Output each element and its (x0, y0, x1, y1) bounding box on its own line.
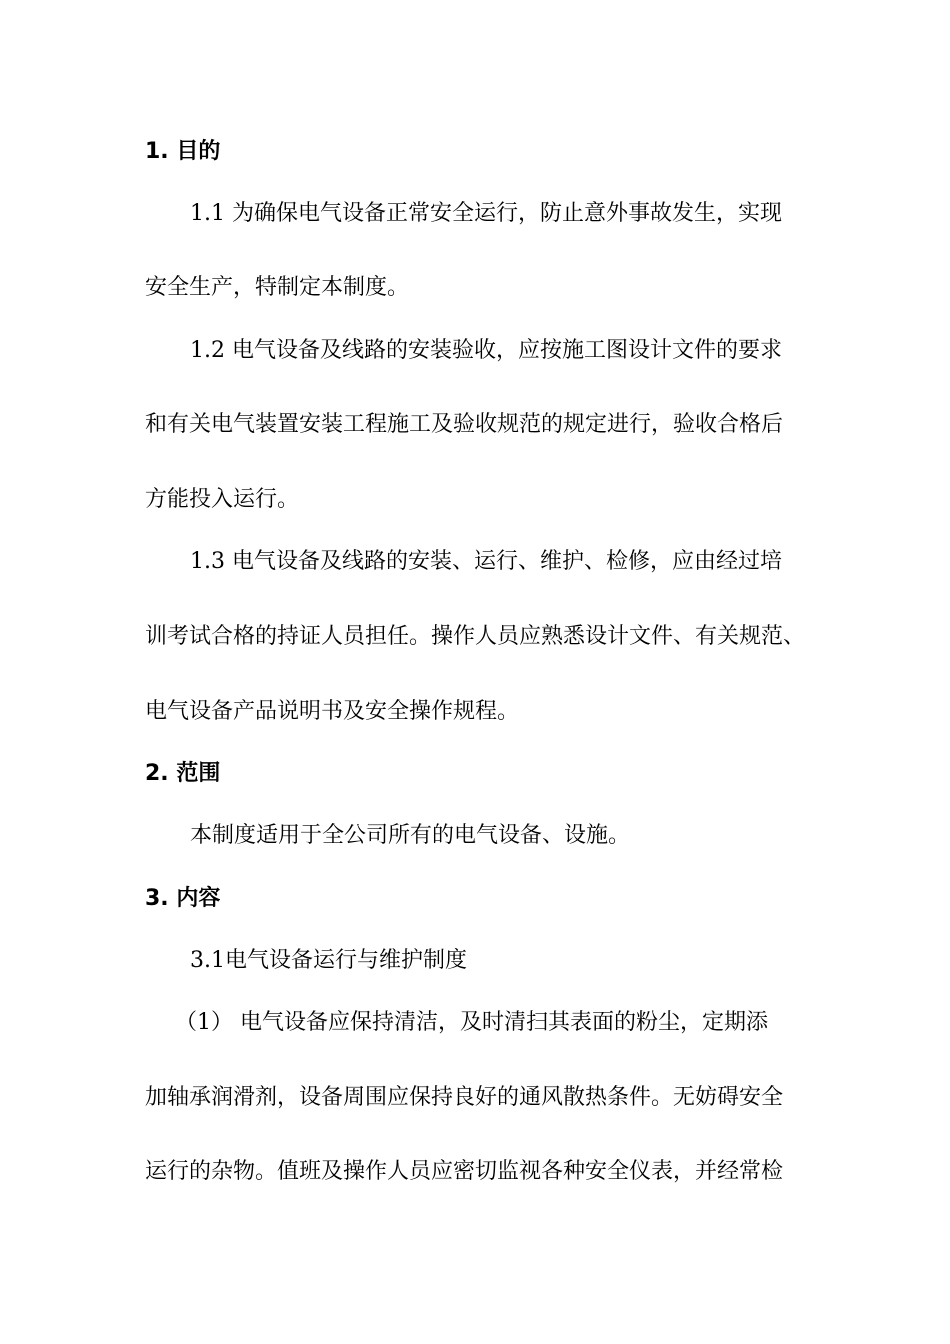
paragraph-line: 电气设备产品说明书及安全操作规程。 (145, 699, 520, 724)
paragraph-line: （1） 电气设备应保持清洁，及时清扫其表面的粉尘，定期添 (175, 1010, 768, 1035)
paragraph-line: 训考试合格的持证人员担任。操作人员应熟悉设计文件、有关规范、 (145, 624, 806, 649)
paragraph-line: 方能投入运行。 (145, 487, 300, 512)
paragraph-line: 运行的杂物。值班及操作人员应密切监视各种安全仪表，并经常检 (145, 1159, 784, 1184)
paragraph-line: 加轴承润滑剂，设备周围应保持良好的通风散热条件。无妨碍安全 (145, 1085, 784, 1110)
section-heading-purpose: 1. 目的 (145, 139, 221, 164)
paragraph-line: 1.1 为确保电气设备正常安全运行，防止意外事故发生，实现 (190, 201, 782, 226)
paragraph-line: 1.2 电气设备及线路的安装验收，应按施工图设计文件的要求 (190, 338, 782, 363)
section-heading-content: 3. 内容 (145, 886, 221, 911)
paragraph-line: 和有关电气装置安装工程施工及验收规范的规定进行，验收合格后 (145, 412, 784, 437)
paragraph-line: 本制度适用于全公司所有的电气设备、设施。 (190, 823, 631, 848)
paragraph-line: 1.3 电气设备及线路的安装、运行、维护、检修，应由经过培 (190, 549, 782, 574)
paragraph-line: 安全生产，特制定本制度。 (145, 275, 410, 300)
subsection-heading: 3.1电气设备运行与维护制度 (190, 948, 467, 973)
section-heading-scope: 2. 范围 (145, 761, 221, 786)
